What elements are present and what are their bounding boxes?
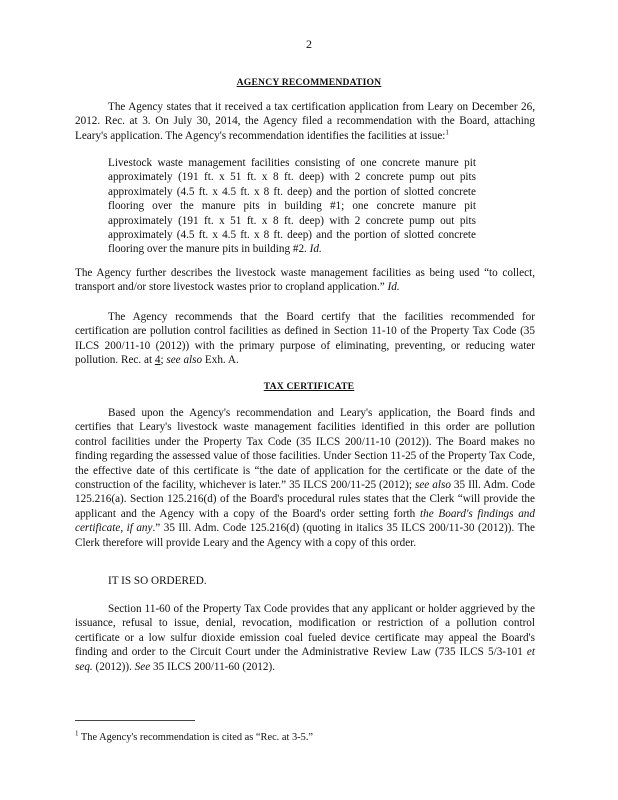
- citation: Id.: [387, 281, 400, 294]
- page-number: 2: [306, 37, 312, 51]
- footnote-divider: [75, 720, 195, 721]
- footnote-text: The Agency's recommendation is cited as “Rec. at 3-5.”: [80, 732, 314, 743]
- paragraph-agency-recommends: The Agency recommends that the Board certify that the facilities recommended for certification are pollution control facilities as defined in Section 11-10 of the Property Tax Code (35 ILCS 200/11-10 (2012)) with the primary purpose of eliminating, preventing, or reducing water pollution. Rec. at 4; see also Exh. A.: [75, 311, 535, 367]
- footnote: [75, 731, 535, 745]
- order-statement: IT IS SO ORDERED.: [108, 575, 207, 587]
- footnote-reference[interactable]: 1: [445, 128, 449, 137]
- paragraph-appeal: Section 11-60 of the Property Tax Code provides that any applicant or holder aggrieved by the issuance, refusal to issue, denial, revocation, modification or restriction of a pollution control certificate or a low sulfur dioxide emission coal fueled device certificate may appeal the Board's finding and order to the Circuit Court under the Administrative Review Law (735 ILCS 5/3-101 et seq. (2012)). See 35 ILCS 200/11-60 (2012).: [75, 603, 535, 673]
- citation: Id.: [309, 243, 322, 256]
- footnote-marker: 1: [75, 729, 79, 738]
- section-heading-agency-recommendation: AGENCY RECOMMENDATION: [236, 77, 382, 88]
- paragraph-agency-application: The Agency states that it received a tax certification application from Leary on December 26, 2012. Rec. at 3. On July 30, 2014, the Agency filed a recommendation with the Board, attaching Leary's application. The Agency's recommendation identifies the facilities at issue:$^1$: [75, 101, 535, 142]
- rec-page-ref: 4: [154, 354, 161, 367]
- paragraph-agency-describes: The Agency further describes the livestock waste management facilities as being used “to collect, transport and/or store livestock wastes prior to cropland application.” Id.: [75, 267, 535, 294]
- paragraph-board-finds: Based upon the Agency's recommendation and Leary's application, the Board finds and certifies that Leary's livestock waste management facilities identified in this order are pollution control facilities under the Property Tax Code (35 ILCS 200/11-10 (2012)). The Board makes no finding regarding the assessed value of those facilities. Under Section 11-25 of the Property Tax Code, the effective date of this certificate is “the date of application for the certificate or the date of the construction of the facility, whichever is later.” 35 ILCS 200/11-25 (2012); see also 35 Ill. Adm. Code 125.216(a). Section 125.216(d) of the Board's procedural rules states that the Clerk “will provide the applicant and the Agency with a copy of the Board's order setting forth the Board's findings and certificate, if any.” 35 Ill. Adm. Code 125.216(d) (quoting in italics 35 ILCS 200/11-30 (2012)). The Clerk therefore will provide Leary and the Agency with a copy of this order.: [75, 407, 535, 549]
- blockquote-facilities: Livestock waste management facilities consisting of one concrete manure pit approximately (191 ft. x 51 ft. x 8 ft. deep) with 2 concrete pump out pits approximately (4.5 ft. x 4.5 ft. x 8 ft. deep) and the portion of slotted concrete flooring over the manure pits in building #1; one concrete manure pit approximately (191 ft. x 51 ft. x 8 ft. deep) with 2 concrete pump out pits approximately (4.5 ft. x 4.5 ft. x 8 ft. deep) and the portion of slotted concrete flooring over the manure pits in building #2. Id.: [108, 157, 476, 256]
- section-heading-tax-certificate: TAX CERTIFICATE: [263, 381, 355, 392]
